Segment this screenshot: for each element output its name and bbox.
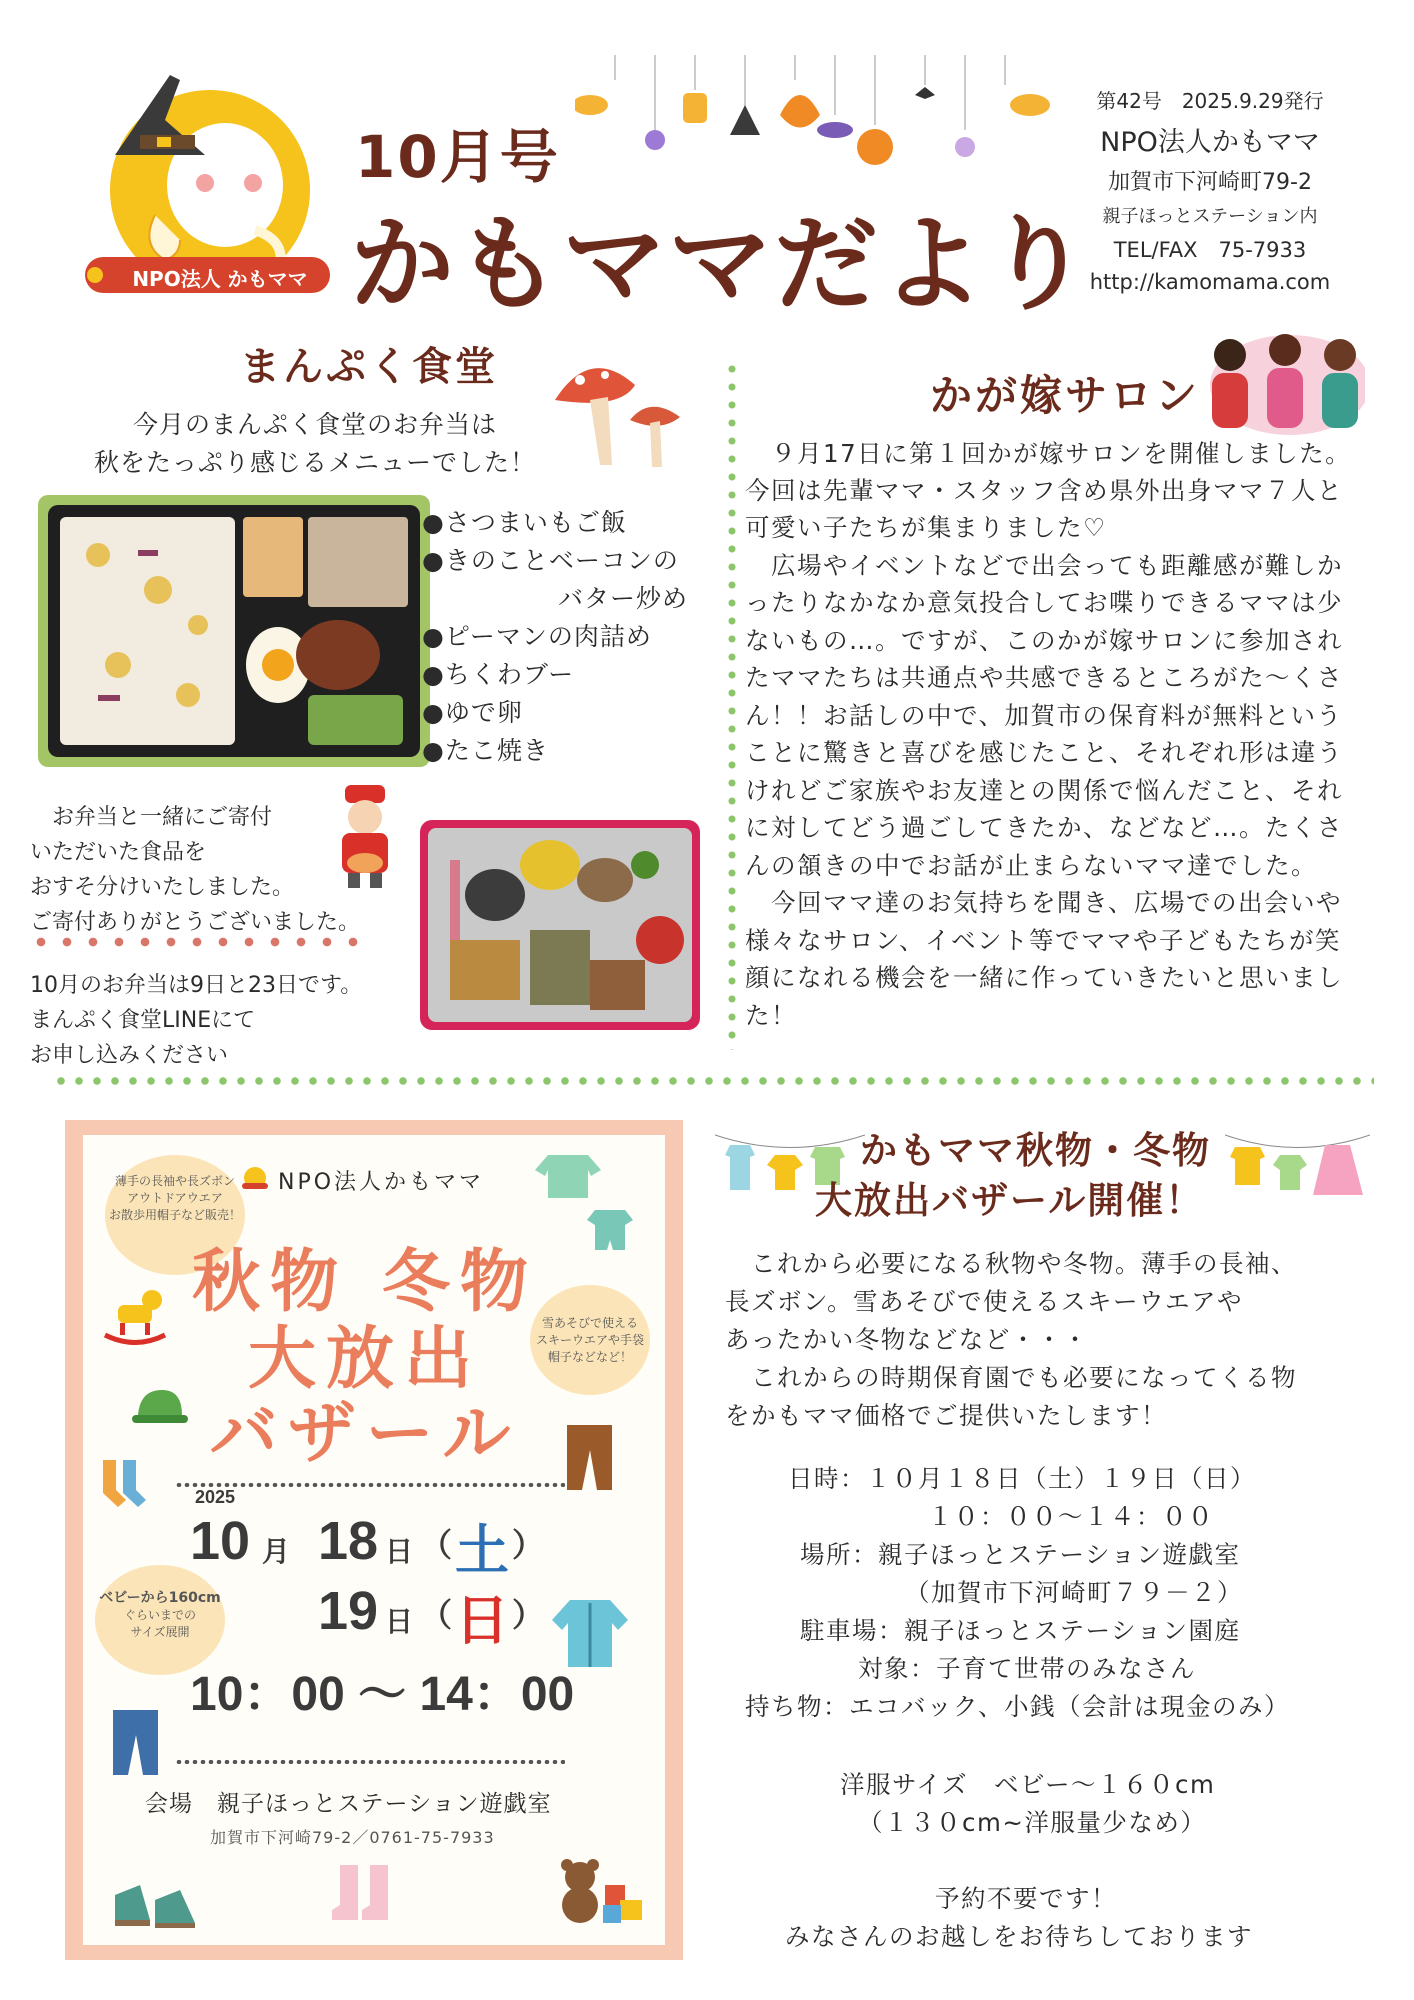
flyer-title: 大放出 [247, 1320, 482, 1399]
menu-item: ●ゆで卵 [422, 698, 523, 727]
salon-text-line: 顔になれる機会を一緒に作っていきたいと思いまし [745, 963, 1343, 992]
salon-text-line: ったりなかなか意気投合してお喋りできるママは少 [745, 588, 1343, 617]
flyer-title: 秋物 冬物 [192, 1243, 538, 1322]
bazaar-intro-line: あったかい冬物などなど・・・ [725, 1325, 1089, 1354]
menu-item: ●きのことベーコンの [422, 546, 679, 575]
salon-text-line: ん！！お話しの中で、加賀市の保育料が無料という [745, 701, 1343, 730]
bazaar-sizes-note: （１３０cm~洋服量少なめ） [858, 1808, 1207, 1837]
menu-item: ●さつまいもご飯 [422, 508, 627, 537]
salon-text-line: ことに驚きと喜びを感じたこと、それぞれ形は違う [745, 738, 1343, 767]
paren: （ [420, 1527, 453, 1563]
jeans-icon [108, 1705, 163, 1780]
bento-dates: まんぷく食堂LINEにて [30, 1008, 256, 1033]
org-name: NPO法人かもママ [1100, 127, 1320, 158]
salon-heading: かが嫁サロン [930, 371, 1201, 420]
teddy-bear-icon [555, 1855, 645, 1925]
flyer-day-unit: 日 [385, 1606, 414, 1637]
salon-text-line: 可愛い子たちが集まりました♡ [745, 513, 1107, 542]
menu-item: ●ちくわブー [422, 660, 575, 689]
manpuku-heading: まんぷく食堂 [240, 344, 498, 390]
bazaar-time: １０：００～１４：００ [928, 1502, 1214, 1531]
manpuku-intro-2: 秋をたっぷり感じるメニューでした！ [93, 448, 536, 477]
moms-chatting-illustration [1200, 325, 1365, 435]
bubble-text: お散歩用帽子など販売！ [108, 1208, 241, 1222]
sweater-icon [533, 1150, 603, 1200]
bazaar-intro-line: これから必要になる秋物や冬物。薄手の長袖、 [725, 1249, 1297, 1278]
flyer-day-2: 19 [318, 1581, 379, 1641]
kamomama-logo [85, 65, 330, 305]
flyer-title: バザール [209, 1395, 521, 1474]
bazaar-date: 日時：１０月１８日（土）１９日（日） [788, 1464, 1256, 1493]
bubble-text: アウトドアウエア [127, 1191, 223, 1205]
bento-photo [38, 495, 430, 767]
issue-number: 第42号 2025.9.29発行 [1096, 89, 1324, 113]
vertical-divider [727, 360, 737, 1050]
bazaar-place-address: （加賀市下河崎町７９－２） [905, 1578, 1243, 1607]
org-url[interactable]: http://kamomama.com [1089, 270, 1331, 294]
salon-text-line: ないもの…。ですが、このかが嫁サロンに参加され [745, 626, 1343, 655]
mushroom-illustration [550, 355, 685, 470]
publisher-info [1075, 85, 1345, 294]
weekday-sunday: 日 [455, 1591, 509, 1651]
bento-dates: お申し込みください [30, 1043, 229, 1068]
newsletter-title: かもママだより [350, 203, 1093, 325]
bazaar-intro-line: これからの時期保育園でも必要になってくる物 [725, 1363, 1297, 1392]
halloween-garland [575, 55, 1055, 165]
bubble-text: ベビーから160cm [99, 1590, 221, 1606]
salon-text-line: 広場やイベントなどで出会っても距離感が難しか [745, 551, 1343, 580]
bazaar-parking: 駐車場：親子ほっとステーション園庭 [800, 1616, 1241, 1645]
clothes-garland-right [1225, 1115, 1370, 1210]
flyer-time: 10：00 ～ 14：00 [190, 1668, 575, 1721]
bubble-text: 雪あそびで使える [541, 1316, 638, 1330]
bubble-text: ぐらいまでの [123, 1608, 196, 1622]
flyer-day-unit: 日 [385, 1536, 414, 1567]
salon-text-line: に対してどう過ごしてきたか、などなど…。たくさ [745, 813, 1343, 842]
salon-text-line: んの頷きの中でお話が止まらないママ達でした。 [745, 851, 1317, 880]
horizontal-divider [52, 1075, 1374, 1087]
weekday-saturday: 土 [455, 1521, 509, 1581]
org-address: 加賀市下河崎町79-2 [1108, 170, 1312, 195]
issue-month: 10月号 [355, 123, 560, 191]
bazaar-place: 場所：親子ほっとステーション遊戯室 [800, 1540, 1241, 1569]
flyer-month-unit: 月 [262, 1536, 291, 1567]
donated-food-photo [420, 820, 700, 1030]
org-tel: TEL/FAX 75-7933 [1113, 238, 1307, 262]
flyer-year: 2025 [195, 1487, 236, 1507]
rocking-horse-icon [100, 1280, 170, 1345]
manpuku-intro-1: 今月のまんぷく食堂のお弁当は [132, 410, 497, 439]
paren: ） [512, 1527, 545, 1563]
salon-text-line: たママたちは共通点や共感できるところがた～くさ [745, 663, 1343, 692]
bubble-text: スキーウエアや手袋 [535, 1333, 644, 1347]
salon-text-line: 今回ママ達のお気持ちを聞き、広場での出会いや [745, 888, 1343, 917]
flyer-day-1: 18 [318, 1511, 379, 1571]
menu-item: ●たこ焼き [422, 736, 549, 765]
rain-boots-icon [330, 1860, 400, 1930]
bazaar-target: 対象：子育て世帯のみなさん [858, 1654, 1196, 1683]
bazaar-intro-line: 長ズボン。雪あそびで使えるスキーウエアや [725, 1287, 1244, 1316]
salon-text-line: けれどご家族やお友達との関係で悩んだこと、それ [745, 776, 1343, 805]
closing-message: みなさんのお越しをお待ちしております [785, 1922, 1253, 1951]
bubble-text: 薄手の長袖や長ズボン [114, 1174, 235, 1188]
socks-icon [98, 1455, 148, 1510]
donation-thanks: お弁当と一緒にご寄付 [52, 805, 273, 830]
menu-item: ●ピーマンの肉詰め [422, 622, 652, 651]
cap-icon [130, 1385, 190, 1430]
donation-thanks: いただいた食品を [30, 840, 207, 865]
salon-text-line: ９月17日に第１回かが嫁サロンを開催しました。 [745, 439, 1352, 468]
salon-text-line: 今回は先輩ママ・スタッフ含め県外出身ママ７人と [745, 476, 1343, 505]
flyer-org: NPO法人かもママ [278, 1170, 485, 1195]
donation-thanks: ご寄付ありがとうございました。 [30, 910, 361, 935]
salon-text-line: た！ [745, 1001, 797, 1030]
donation-thanks: おすそ分けいたしました。 [30, 875, 295, 900]
dotted-divider [28, 935, 373, 949]
pants-icon [562, 1420, 617, 1495]
no-reservation-note: 予約不要です！ [935, 1884, 1117, 1913]
flyer-venue: 会場 親子ほっとステーション遊戯室 [145, 1791, 552, 1817]
flyer-venue-address: 加賀市下河崎79-2／0761-75-7933 [210, 1828, 495, 1847]
shoes-icon [110, 1875, 200, 1930]
bubble-text: サイズ展開 [130, 1625, 190, 1639]
org-address-sub: 親子ほっとステーション内 [1102, 206, 1318, 227]
bazaar-sizes: 洋服サイズ ベビー～１６０cm [840, 1770, 1216, 1799]
bento-dates: 10月のお弁当は9日と23日です。 [30, 973, 363, 998]
bazaar-heading: 大放出バザール開催！ [815, 1179, 1205, 1222]
bazaar-intro-line: をかもママ価格でご提供いたします！ [725, 1401, 1167, 1430]
paren: ） [512, 1597, 545, 1633]
menu-item: バター炒め [558, 584, 689, 613]
bubble-text: 帽子などなど！ [547, 1350, 632, 1364]
chef-illustration [330, 785, 400, 890]
paren: （ [420, 1597, 453, 1633]
flyer-month: 10 [190, 1511, 251, 1571]
flyer-bubble-winter [530, 1285, 650, 1395]
logo-text: NPO法人 かもママ [132, 267, 308, 291]
bazaar-bring: 持ち物：エコバック、小銭（会計は現金のみ） [745, 1692, 1291, 1721]
dashed-line [175, 1760, 565, 1764]
salon-text-line: 様々なサロン、イベント等でママや子どもたちが笑 [745, 926, 1342, 955]
bazaar-heading: かもママ秋物・冬物 [860, 1129, 1211, 1172]
